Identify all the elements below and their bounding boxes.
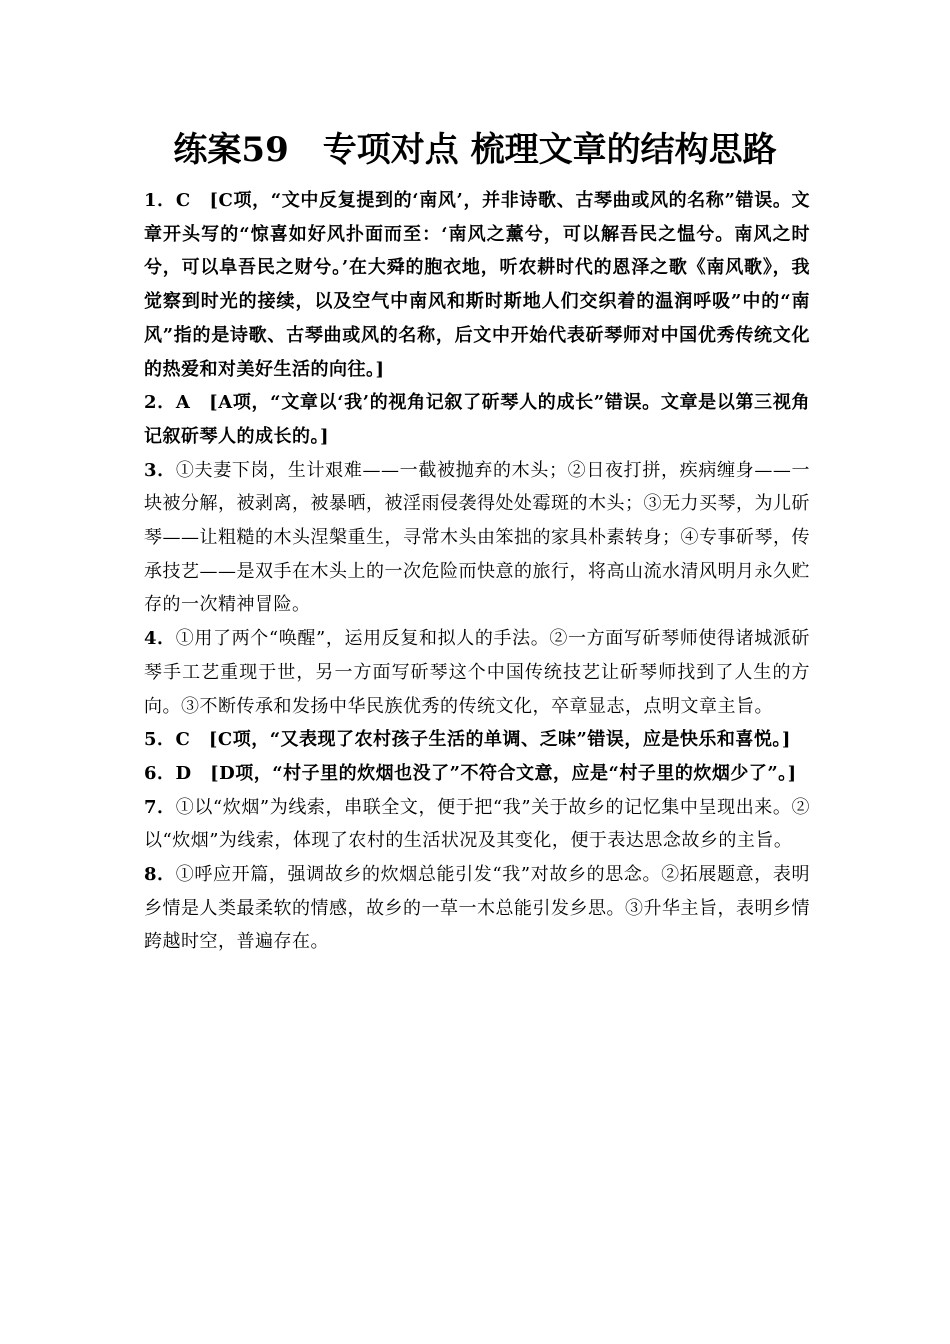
page-title bbox=[0, 122, 950, 171]
answer-number: 5． bbox=[144, 729, 176, 751]
answer-number: 2． bbox=[144, 392, 176, 414]
answer-text: ①夫妻下岗，生计艰难——一截被抛弃的木头；②日夜打拼，疾病缠身——一块被分解，被剥离，被暴晒，被淫雨侵袭得处处霉斑的木头；③无力买琴，为儿斫琴——让粗糙的木头涅槃重生，寻常木头由笨拙的家具朴素转身；④专事斫琴，传承技艺——是双手在木头上的一次危险而快意的旅行，将高山流水清风明月永久贮存的一次精神冒险。 bbox=[144, 459, 810, 616]
answer-item-8 bbox=[144, 858, 810, 959]
answer-text: ①用了两个“唤醒”，运用反复和拟人的手法。②一方面写斫琴师使得诸城派斫琴手工艺重现于世，另一方面写斫琴这个中国传统技艺让斫琴师找到了人生的方向。③不断传承和发扬中华民族优秀的传统文化，卒章显志，点明文章主旨。 bbox=[144, 628, 810, 717]
answer-text: C [C项，“文中反复提到的‘南风’，并非诗歌、古琴曲或风的名称”错误。文章开头写的“惊喜如好风扑面而至：‘南风之薰兮，可以解吾民之愠兮。南风之时兮，可以阜吾民之财兮。’在大舜的胞衣地，听农耕时代的恩泽之歌《南风歌》，我觉察到时光的接续，以及空气中南风和斯时斯地人们交织着的温润呼吸”中的“南风”指的是诗歌、古琴曲或风的名称，后文中开始代表斫琴师对中国优秀传统文化的热爱和对美好生活的向往。] bbox=[144, 190, 810, 380]
answer-list bbox=[144, 184, 810, 959]
title-main: 专项对点 梳理文章的结构思路 bbox=[322, 130, 777, 170]
answer-text: A [A项，“文章以‘我’的视角记叙了斫琴人的成长”错误。文章是以第三视角记叙斫琴人的成长的。] bbox=[144, 392, 811, 447]
answer-item-2 bbox=[144, 386, 810, 453]
answer-number: 8． bbox=[144, 864, 176, 886]
answer-number: 3． bbox=[144, 459, 176, 481]
title-number: 59 bbox=[241, 130, 289, 170]
answer-number: 4． bbox=[144, 628, 176, 650]
answer-item-4 bbox=[144, 622, 810, 723]
answer-number: 7． bbox=[144, 796, 176, 818]
answer-item-5 bbox=[144, 723, 810, 757]
answer-item-3 bbox=[144, 454, 810, 623]
title-prefix: 练案 bbox=[173, 130, 242, 170]
answer-text: ①呼应开篇，强调故乡的炊烟总能引发“我”对故乡的思念。②拓展题意，表明乡情是人类最柔软的情感，故乡的一草一木总能引发乡思。③升华主旨，表明乡情跨越时空，普遍存在。 bbox=[144, 864, 810, 953]
answer-item-7 bbox=[144, 791, 810, 858]
answer-number: 1． bbox=[144, 190, 176, 211]
answer-number: 6． bbox=[144, 762, 176, 784]
answer-text: C [C项，“又表现了农村孩子生活的单调、乏味”错误，应是快乐和喜悦。] bbox=[175, 729, 791, 751]
answer-text: ①以“炊烟”为线索，串联全文，便于把“我”关于故乡的记忆集中呈现出来。②以“炊烟”为线索，体现了农村的生活状况及其变化，便于表达思念故乡的主旨。 bbox=[144, 796, 810, 852]
answer-item-1 bbox=[144, 184, 810, 386]
answer-text: D [D项，“村子里的炊烟也没了”不符合文意，应是“村子里的炊烟少了”。] bbox=[175, 762, 797, 784]
answer-item-6 bbox=[144, 757, 810, 791]
